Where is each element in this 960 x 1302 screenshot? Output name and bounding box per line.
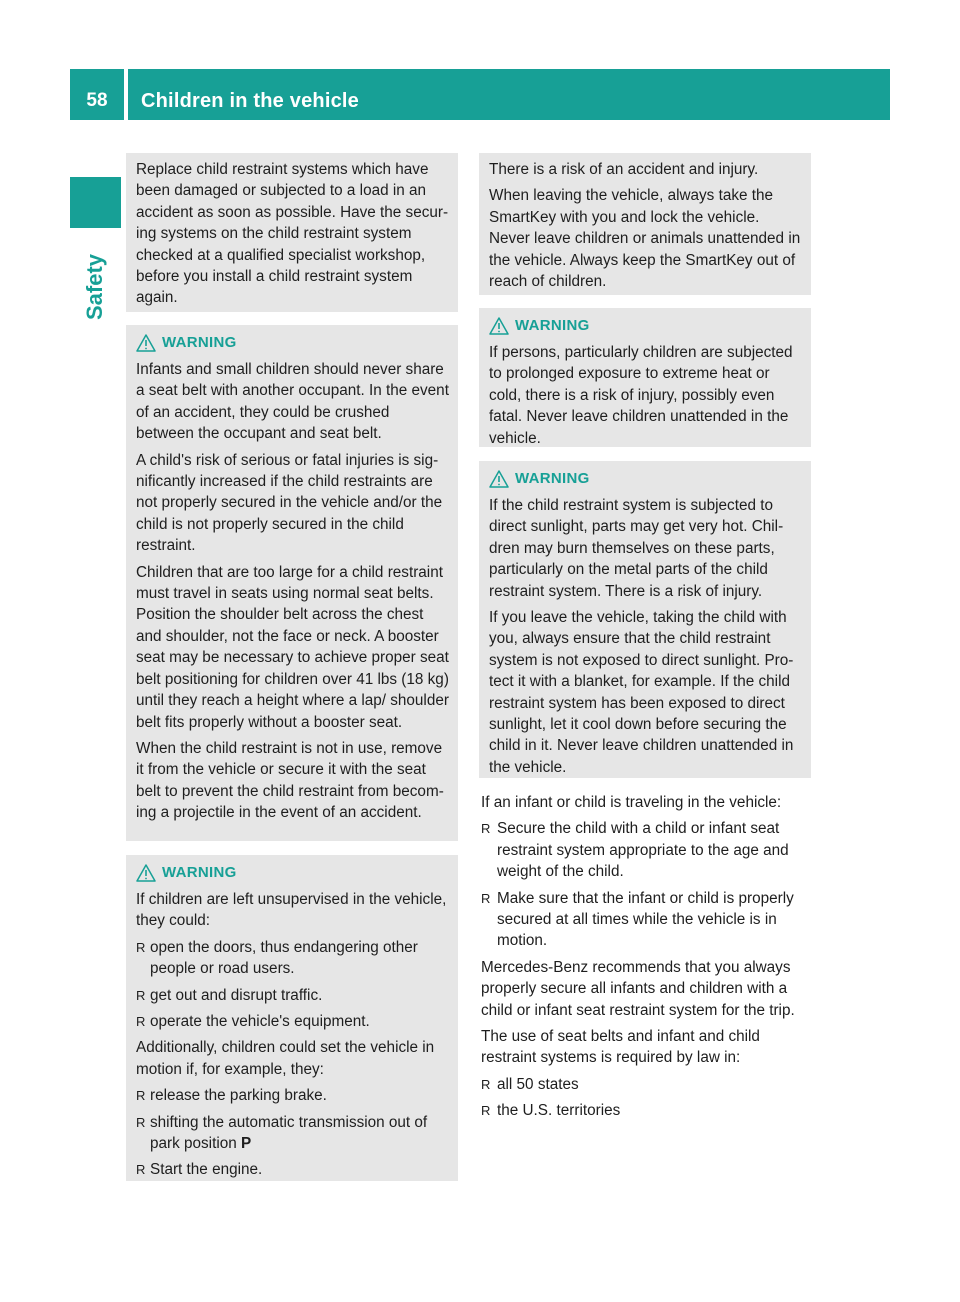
list-item-text: shifting the automatic transmission out of park position <box>150 1113 428 1153</box>
warning-triangle-icon <box>489 470 509 488</box>
warning-box-unsupervised <box>126 855 458 1181</box>
warning-box-heat <box>479 308 811 447</box>
section-tab-marker <box>70 177 121 228</box>
warning-triangle-icon <box>489 317 509 335</box>
list-item <box>481 818 812 882</box>
list-item <box>481 888 812 952</box>
list-item-text: Make sure that the infant or child is properly secured at all times while the vehicle is in motion. <box>497 889 794 950</box>
list-item-text: release the parking brake. <box>150 1087 327 1105</box>
list-item-text: get out and disrupt traffic. <box>150 986 323 1004</box>
list-item-text: operate the vehicle's equipment. <box>150 1013 370 1031</box>
header-separator <box>124 69 128 120</box>
page-title: Children in the vehicle <box>141 90 359 112</box>
warning-paragraph: If the child restraint system is subjected to direct sunlight, parts may get very hot. Children may burn themselves on these parts, particularly on the metal parts of the child restraint system. There is a risk of injury. <box>489 497 784 600</box>
warning-box-sunlight <box>479 461 811 778</box>
list-item-text: the U.S. territories <box>497 1102 621 1120</box>
warning-paragraph: Additionally, children could set the vehicle in motion if, for example, they: <box>136 1039 435 1078</box>
list-item <box>136 1085 450 1106</box>
body-paragraph: The use of seat belts and infant and child restraint systems is required by law in: <box>481 1028 760 1067</box>
bullet-r-icon: R <box>481 821 491 837</box>
bullet-r-icon: R <box>136 987 146 1003</box>
warning-triangle-icon <box>136 334 156 352</box>
list-item-text: all 50 states <box>497 1075 579 1093</box>
list-item <box>481 1074 812 1095</box>
warning-heading <box>489 316 803 338</box>
body-paragraph: Mercedes-Benz recommends that you always properly secure all infants and children with a child or infant seat restraint system for the trip. <box>481 958 795 1019</box>
info-text: When leaving the vehicle, always take the SmartKey with you and lock the vehicle. Never leave children or animals unattended in the vehicle. Always keep the SmartKey out of reach of children. <box>489 187 801 291</box>
bullet-r-icon: R <box>136 1088 146 1104</box>
warning-paragraph: Children that are too large for a child restraint must travel in seats using normal seat belts. Position the shoulder belt across the chest and shoulder, not the face or neck. A booster seat may be necessary to achieve proper seat belt positioning for children over 41 lbs (18 kg) until they reach a height where a lap/ shoulder belt fits properly without a booster seat. <box>136 563 449 731</box>
bullet-r-icon: R <box>136 1114 146 1130</box>
info-text: Replace child restraint systems which have been damaged or subjected to a load in an accident as soon as possible. Have the securing systems on the child restraint system checked at a qualified specialist workshop, before you install a child restraint system again. <box>136 161 449 307</box>
warning-paragraph: Infants and small children should never share a seat belt with another occupant. In the event of an accident, they could be crushed between the occupant and seat belt. <box>136 361 449 443</box>
warning-heading <box>136 333 450 355</box>
warning-label: WARNING <box>162 334 237 351</box>
warning-heading <box>489 469 803 491</box>
warning-paragraph: A child's risk of serious or fatal injuries is significantly increased if the child restraints are not properly secured in the vehicle and/or the child is not properly secured in the child restraint. <box>136 451 443 555</box>
warning-paragraph: When the child restraint is not in use, remove it from the vehicle or secure it with the seat belt to prevent the child restraint from becoming a projectile in the event of an accident. <box>136 739 444 822</box>
warning-triangle-icon <box>136 864 156 882</box>
bullet-r-icon: R <box>136 939 146 955</box>
body-text-section <box>481 792 812 1127</box>
list-item-text: Start the engine. <box>150 1161 263 1179</box>
bullet-r-icon: R <box>481 890 491 906</box>
section-tab-label: Safety <box>82 253 107 320</box>
list-item <box>136 1112 450 1155</box>
list-item-text: Secure the child with a child or infant seat restraint system appropriate to the age and weight of the child. <box>497 820 789 881</box>
park-position-letter: P <box>240 1135 252 1153</box>
list-item <box>136 1159 450 1180</box>
page-number: 58 <box>86 90 108 111</box>
warning-label: WARNING <box>162 864 237 881</box>
info-text: There is a risk of an accident and injury. <box>489 161 759 178</box>
list-item-text: open the doors, thus endangering other people or road users. <box>150 938 418 978</box>
bullet-r-icon: R <box>136 1014 146 1030</box>
bullet-r-icon: R <box>481 1103 491 1119</box>
warning-paragraph: If children are left unsupervised in the vehicle, they could: <box>136 891 447 930</box>
warning-paragraph: If you leave the vehicle, taking the child with you, always ensure that the child restraint system is not exposed to direct sunlight. Protect it with a blanket, for example. If the child restraint system has been exposed to direct sunlight, let it cool down before securing the child in it. Never leave children unattended in the vehicle. <box>489 609 794 776</box>
body-paragraph: If an infant or child is traveling in the vehicle: <box>481 794 782 811</box>
list-item <box>481 1100 812 1121</box>
info-box-smartkey <box>479 153 811 295</box>
bullet-r-icon: R <box>481 1076 491 1092</box>
warning-label: WARNING <box>515 317 590 334</box>
info-box-replace <box>126 153 458 312</box>
list-item <box>136 1011 450 1032</box>
bullet-r-icon: R <box>136 1162 146 1178</box>
list-item <box>136 985 450 1006</box>
warning-heading <box>136 863 450 885</box>
list-item <box>136 937 450 980</box>
warning-paragraph: If persons, particularly children are subjected to prolonged exposure to extreme heat or cold, there is a risk of injury, possibly even fatal. Never leave children unattended in the vehicle. <box>489 344 793 447</box>
warning-box-seat-belt <box>126 325 458 841</box>
warning-label: WARNING <box>515 470 590 487</box>
